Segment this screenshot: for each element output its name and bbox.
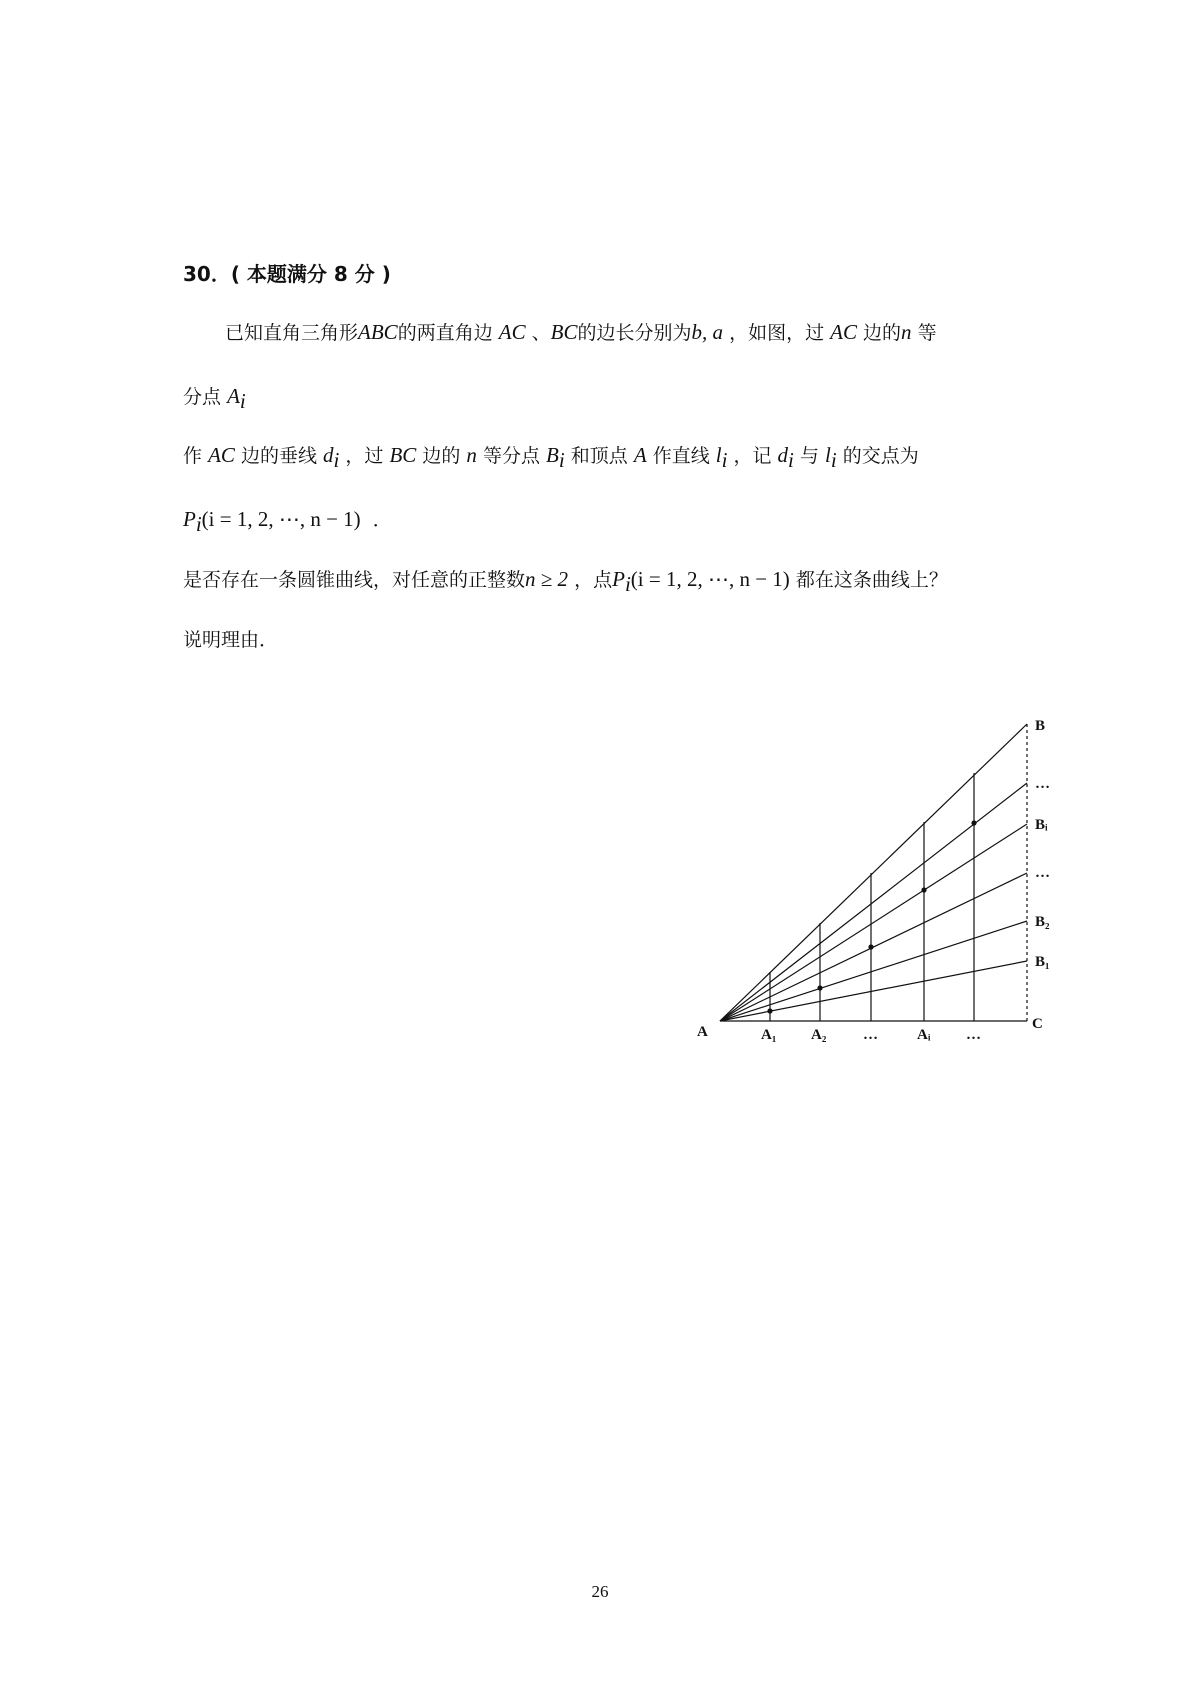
label-a: A: [697, 1024, 708, 1040]
hypotenuse-ab: [720, 724, 1027, 1021]
label-a2: A₂: [811, 1027, 827, 1043]
line-l-5: [720, 783, 1027, 1021]
label-b2: B₂: [1035, 914, 1050, 930]
label-dots-a2: …: [966, 1027, 981, 1043]
point-p-i: [921, 887, 926, 892]
label-b1: B₁: [1035, 954, 1050, 970]
label-b: B: [1035, 718, 1046, 734]
problem-line-6: 说明理由．: [183, 629, 279, 651]
problem-title: 30．( 本题满分 8 分 ): [183, 262, 391, 286]
point-p-2: [817, 985, 822, 990]
point-p-1: [767, 1008, 772, 1013]
line-l-2: [720, 921, 1027, 1021]
page-number: 26: [591, 1582, 609, 1601]
label-dots-a: …: [863, 1027, 878, 1043]
point-p-5: [971, 820, 976, 825]
label-c: C: [1032, 1016, 1043, 1032]
label-ai: Aᵢ: [917, 1027, 931, 1043]
problem-line-2: 分点 $A_i$: [183, 384, 246, 413]
problem-line-3: 作 AC 边的垂线 $d_i$ ，过 BC 边的 n 等分点 $B_i$ 和顶点 A 作直线 $l_i$ ，记 $d_i$ 与 $l_i$ 的交点为: [183, 443, 919, 472]
problem-line-4: $P_i(i = 1$, 2, ⋯, n − 1) ．: [183, 507, 392, 536]
point-p-3: [868, 944, 873, 949]
label-dots-b2: …: [1035, 776, 1050, 792]
problem-line-5: 是否存在一条圆锥曲线，对任意的正整数n ≥ 2 ，点$P_i(i = 1$, 2, ⋯, n − 1) 都在这条曲线上？: [183, 567, 948, 596]
problem-line-1: 已知直角三角形ABC的两直角边 AC 、BC的边长分别为b, a ，如图，过 AC 边的n 等: [225, 320, 937, 344]
label-bi: Bᵢ: [1035, 817, 1048, 833]
triangle-figure: [690, 700, 1050, 1060]
label-a1: A₁: [761, 1027, 777, 1043]
label-dots-b1: …: [1035, 865, 1050, 881]
